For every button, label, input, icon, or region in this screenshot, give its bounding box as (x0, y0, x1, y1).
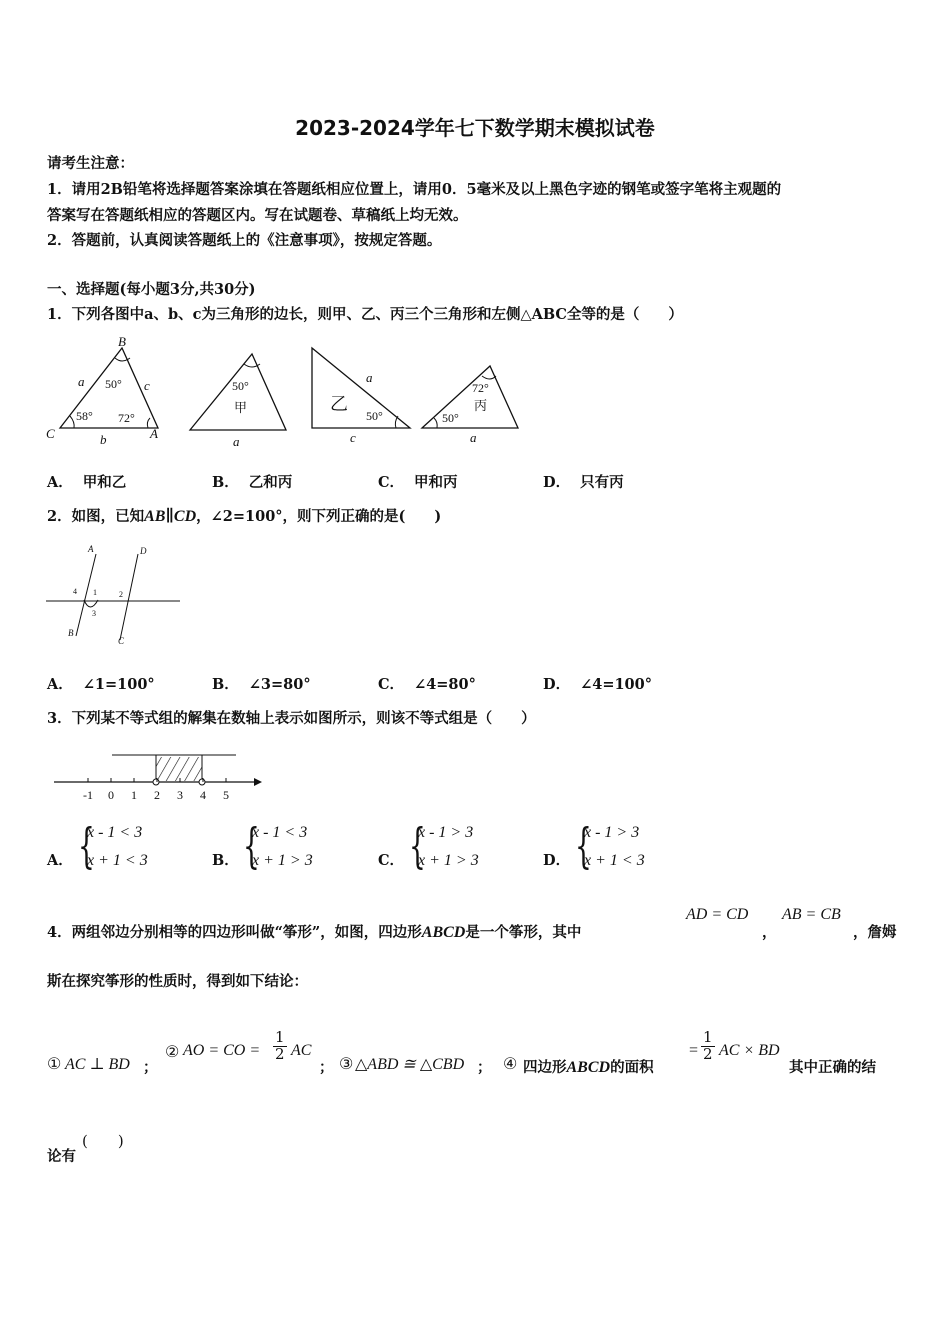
brace-icon: { (78, 818, 95, 874)
c4-mark: ④ (503, 1054, 518, 1073)
q4-line4: 论有 (47, 1148, 76, 1165)
c3-mark: ③ (339, 1054, 354, 1073)
q3-option-b-line1: x - 1 < 3 (252, 824, 308, 841)
c4-frac-den: 2 (703, 1044, 713, 1063)
tick-label: 5 (223, 788, 229, 802)
tick-label: 3 (177, 788, 183, 802)
c2-fraction (273, 1030, 287, 1063)
bing-angle2-label: 50° (442, 411, 459, 425)
c4-post: AC × BD (719, 1042, 780, 1059)
q2-option-b-letter: B． (212, 676, 239, 693)
q2-option-c-letter: C． (378, 676, 405, 693)
sep-1: ； (143, 1059, 158, 1076)
line-b-label: B (68, 628, 74, 638)
brace-icon: { (409, 818, 426, 874)
q2-stem-math: AB∥CD (144, 508, 197, 525)
q3-option-a-line2: x + 1 < 3 (87, 852, 148, 869)
angle-4-label: 4 (73, 587, 77, 596)
q4-stem-line1 (47, 921, 581, 942)
q4-answer-paren: ( ) (82, 1132, 124, 1150)
q3-option-a[interactable] (78, 820, 198, 878)
tick-label: 1 (131, 788, 137, 802)
yi-side-c-label: c (350, 430, 356, 445)
yi-side-a-label: a (366, 370, 373, 385)
jia-side-label: a (233, 434, 240, 449)
vertex-c-label: C (46, 426, 55, 441)
q4-comma: ， (762, 924, 777, 941)
bing-angle1-label: 72° (472, 381, 489, 395)
q3-option-c[interactable] (409, 820, 529, 878)
side-c-label: c (144, 378, 150, 393)
angle-2-label: 2 (119, 590, 123, 599)
tick-label: 0 (108, 788, 114, 802)
sep-2: ； (319, 1059, 334, 1076)
q4-stem-a: 4．两组邻边分别相等的四边形叫做“筝形”，如图，四边形 (47, 924, 422, 941)
q1-option-c-text: 甲和丙 (414, 474, 458, 491)
solution-region (156, 757, 202, 781)
tick-label: 2 (154, 788, 160, 802)
c1-mark: ① (47, 1054, 62, 1073)
q1-figure (40, 334, 530, 452)
q3-option-d-letter: D． (543, 852, 571, 869)
q3-option-d-line2: x + 1 < 3 (584, 852, 645, 869)
q3-stem: 3．下列某不等式组的解集在数轴上表示如图所示，则该不等式组是（ ） (47, 710, 536, 727)
tick-label: -1 (83, 788, 93, 802)
c4-eq: = (689, 1042, 699, 1059)
q2-option-d-text: ∠4=100° (580, 676, 652, 693)
q1-option-d-text: 只有丙 (580, 474, 624, 491)
q2-option-d[interactable] (543, 673, 652, 694)
c2-post: AC (291, 1042, 312, 1059)
q2-option-b[interactable] (212, 673, 311, 694)
angle-a-label: 72° (118, 411, 135, 425)
q1-option-d[interactable] (543, 471, 624, 492)
q1-option-a-letter: A． (47, 474, 73, 491)
vertex-b-label: B (118, 334, 126, 349)
tick-label: 4 (200, 788, 206, 802)
q4-cond2: AB = CB (782, 906, 841, 923)
notice-heading: 请考生注意： (47, 155, 134, 172)
q1-stem: 1．下列各图中a、b、c为三角形的边长，则甲、乙、丙三个三角形和左侧△ABC全等的是（ ） (47, 306, 683, 323)
c4-text-a: 四边形 (523, 1059, 567, 1076)
c4-text (523, 1056, 654, 1077)
q3-option-b[interactable] (243, 820, 363, 878)
c4-text-b: 的面积 (610, 1059, 654, 1076)
angle-b-label: 50° (105, 377, 122, 391)
c2-pre: AO = CO = (183, 1042, 261, 1059)
q1-option-c-letter: C． (378, 474, 405, 491)
q3-option-d-line1: x - 1 > 3 (584, 824, 640, 841)
side-b-label: b (100, 432, 107, 447)
angle-1-label: 1 (93, 588, 97, 597)
q4-abcd: ABCD (421, 924, 466, 941)
notice-item1-line2: 答案写在答题纸相应的答题区内。写在试题卷、草稿纸上均无效。 (47, 207, 468, 224)
q3-option-c-line2: x + 1 > 3 (418, 852, 479, 869)
c2-frac-num: 1 (275, 1028, 285, 1046)
q3-option-a-line1: x - 1 < 3 (87, 824, 143, 841)
side-a-label: a (78, 374, 85, 389)
angle-c-label: 58° (76, 409, 93, 423)
c2-mark: ② (165, 1042, 180, 1061)
q4-cond1: AD = CD (686, 906, 749, 923)
line-a-label: A (88, 544, 94, 554)
q3-option-c-line1: x - 1 > 3 (418, 824, 474, 841)
triangle-yi (312, 348, 410, 428)
q2-stem (47, 505, 441, 526)
triangle-bing (422, 366, 518, 428)
line-d-label: D (140, 546, 147, 556)
q3-option-c-letter: C． (378, 852, 405, 869)
q3-option-b-letter: B． (212, 852, 239, 869)
q2-option-c[interactable] (378, 673, 476, 694)
c4-abcd: ABCD (566, 1059, 611, 1076)
q1-option-a[interactable] (47, 471, 126, 492)
q3-number-line (48, 745, 268, 805)
q2-stem-mid: ，∠2=100° (196, 508, 283, 525)
q3-option-d[interactable] (575, 820, 695, 878)
angle-3-label: 3 (92, 609, 96, 618)
notice-item1-line1: 1．请用2B铅笔将选择题答案涂填在答题纸相应位置上，请用0．5毫米及以上黑色字迹的钢笔或签字笔将主观题的 (47, 181, 782, 198)
sep-3: ； (477, 1059, 492, 1076)
q2-option-a-letter: A． (47, 676, 73, 693)
brace-icon: { (575, 818, 592, 874)
q2-figure (40, 540, 190, 652)
notice-item2: 2．答题前，认真阅读答题纸上的《注意事项》，按规定答题。 (47, 232, 442, 249)
bing-name-label: 丙 (474, 398, 488, 413)
q2-option-a[interactable] (47, 673, 155, 694)
line-c-label: C (118, 636, 125, 646)
c2-frac-den: 2 (275, 1044, 285, 1063)
q2-option-b-text: ∠3=80° (248, 676, 311, 693)
q4-stem-c: ，詹姆 (853, 924, 897, 941)
q2-stem-prefix: 2．如图，已知 (47, 508, 145, 525)
brace-icon: { (243, 818, 260, 874)
q2-option-c-text: ∠4=80° (414, 676, 476, 693)
q3-option-a-letter: A． (47, 852, 73, 869)
bing-side-label: a (470, 430, 477, 445)
q1-option-b-letter: B． (212, 474, 239, 491)
c1-text: AC ⊥ BD (65, 1056, 130, 1073)
c4-frac-num: 1 (703, 1028, 713, 1046)
q2-stem-suffix: ，则下列正确的是( ) (282, 508, 442, 525)
q4-stem-b: 是一个筝形，其中 (465, 924, 582, 941)
q1-option-b[interactable] (212, 471, 292, 492)
page-title: 2023-2024学年七下数学期末模拟试卷 (295, 116, 655, 140)
q1-option-b-text: 乙和丙 (248, 474, 293, 491)
section-heading: 一、选择题(每小题3分,共30分) (47, 281, 256, 298)
jia-angle-label: 50° (232, 379, 249, 393)
q1-option-c[interactable] (378, 471, 458, 492)
c3-text: △ABD ≅ △CBD (355, 1056, 465, 1073)
q1-option-a-text: 甲和乙 (82, 474, 127, 491)
q4-tail: 其中正确的结 (789, 1059, 876, 1076)
q2-option-a-text: ∠1=100° (82, 676, 155, 693)
q1-option-d-letter: D． (543, 474, 571, 491)
q4-line2: 斯在探究筝形的性质时，得到如下结论： (47, 973, 308, 990)
jia-name-label: 甲 (234, 400, 248, 415)
yi-angle-label: 50° (366, 409, 383, 423)
yi-name-label: 乙 (330, 394, 348, 414)
c4-fraction (701, 1030, 715, 1063)
vertex-a-label: A (150, 426, 158, 441)
q3-option-b-line2: x + 1 > 3 (252, 852, 313, 869)
q2-option-d-letter: D． (543, 676, 571, 693)
